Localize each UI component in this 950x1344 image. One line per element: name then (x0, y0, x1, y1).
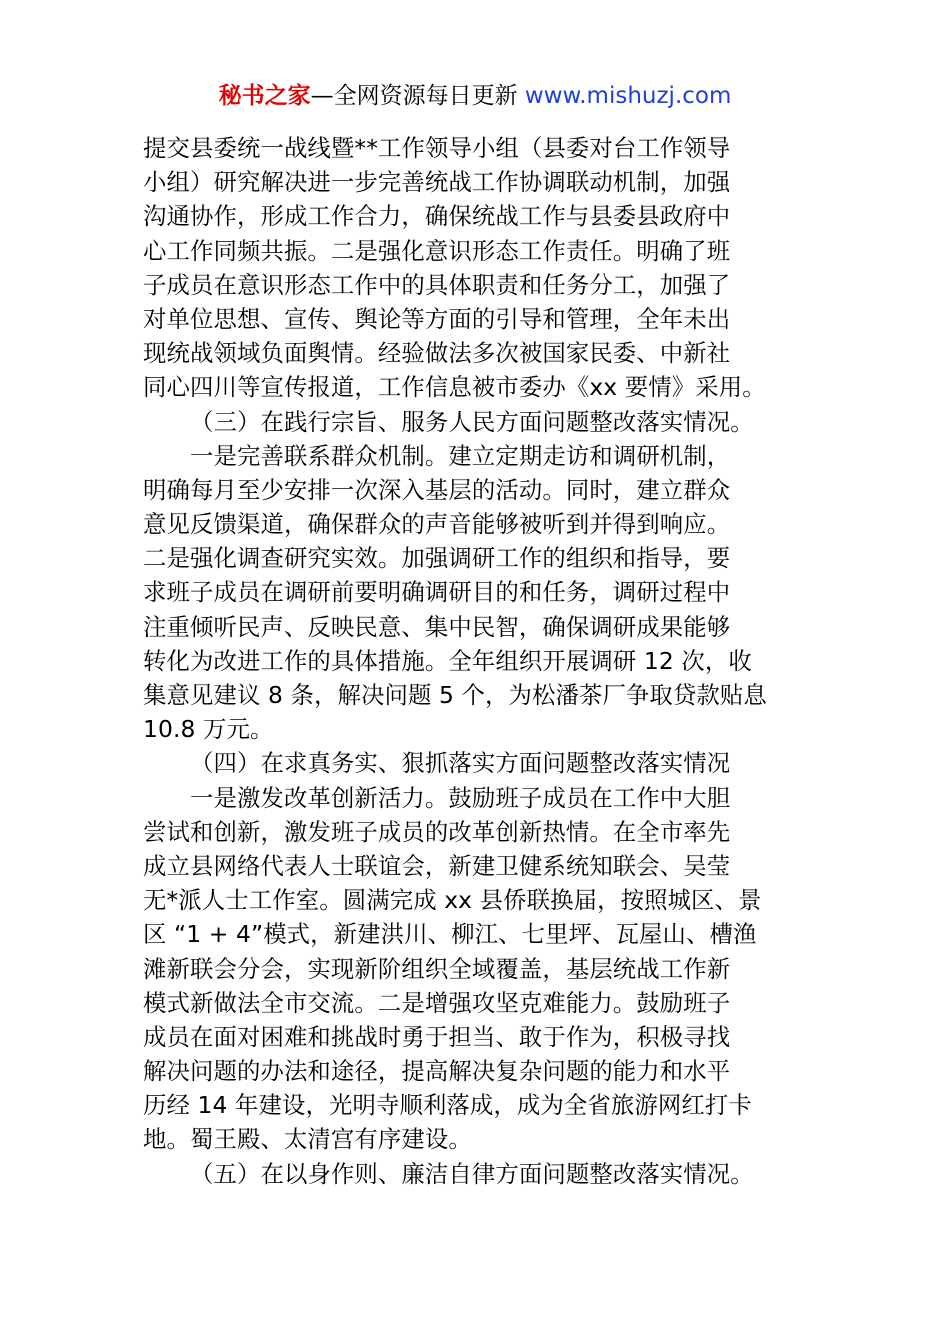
text-line: 滩新联会分会，实现新阶组织全域覆盖，基层统战工作新 (143, 954, 731, 983)
text-line: 现统战领域负面舆情。经验做法多次被国家民委、中新社 (143, 339, 731, 368)
text-line: 提交县委统一战线暨**工作领导小组（县委对台工作领导 (143, 134, 731, 162)
text-line: 求班子成员在调研前要明确调研目的和任务，调研过程中 (143, 578, 731, 607)
text-line: 对单位思想、宣传、舆论等方面的引导和管理，全年未出 (143, 304, 731, 333)
text-line: 二是强化调查研究实效。加强调研工作的组织和指导，要 (143, 544, 731, 573)
text-line: 同心四川等宣传报道，工作信息被市委办《xx 要情》采用。 (143, 373, 766, 402)
text-line: 历经 14 年建设，光明寺顺利落成，成为全省旅游网红打卡 (143, 1091, 752, 1120)
section-heading: （五）在以身作则、廉洁自律方面问题整改落实情况。 (190, 1159, 754, 1188)
text-line: 成立县网络代表人士联谊会，新建卫健系统知联会、吴莹 (143, 851, 731, 880)
text-line: 转化为改进工作的具体措施。全年组织开展调研 12 次，收 (143, 646, 752, 675)
text-line: 集意见建议 8 条，解决问题 5 个，为松潘茶厂争取贷款贴息 (143, 681, 767, 709)
header-tagline: —全网资源每日更新 (310, 83, 525, 109)
text-line: 无*派人士工作室。圆满完成 xx 县侨联换届，按照城区、景 (143, 886, 762, 915)
paragraph-start: 一是激发改革创新活力。鼓励班子成员在工作中大胆 (190, 783, 731, 812)
text-line: 沟通协作，形成工作合力，确保统战工作与县委县政府中 (143, 202, 731, 231)
section-heading: （四）在求真务实、狠抓落实方面问题整改落实情况 (190, 749, 731, 778)
text-line: 解决问题的办法和途径，提高解决复杂问题的能力和水平 (143, 1057, 731, 1086)
text-line: 心工作同频共振。二是强化意识形态工作责任。明确了班 (143, 236, 731, 265)
paragraph-start: 一是完善联系群众机制。建立定期走访和调研机制， (190, 441, 731, 470)
text-line: 小组）研究解决进一步完善统战工作协调联动机制，加强 (143, 168, 731, 197)
text-line: 子成员在意识形态工作中的具体职责和任务分工，加强了 (143, 270, 731, 299)
brand-name: 秘书之家 (218, 83, 311, 109)
section-heading: （三）在践行宗旨、服务人民方面问题整改落实情况。 (190, 407, 754, 436)
document-body (143, 131, 813, 1191)
text-line: 明确每月至少安排一次深入基层的活动。同时，建立群众 (143, 475, 731, 504)
text-line: 地。蜀王殿、太清宫有序建设。 (143, 1125, 472, 1154)
text-line: 区 “1 + 4”模式，新建洪川、柳江、七里坪、瓦屋山、槽渔 (143, 920, 757, 949)
text-line: 意见反馈渠道，确保群众的声音能够被听到并得到响应。 (143, 510, 731, 539)
site-header (0, 80, 950, 112)
text-line: 注重倾听民声、反映民意、集中民智，确保调研成果能够 (143, 612, 731, 641)
text-line: 尝试和创新，激发班子成员的改革创新热情。在全市率先 (143, 817, 731, 846)
text-line: 10.8 万元。 (143, 715, 274, 744)
text-line: 模式新做法全市交流。二是增强攻坚克难能力。鼓励班子 (143, 988, 731, 1017)
text-line: 成员在面对困难和挑战时勇于担当、敢于作为，积极寻找 (143, 1022, 731, 1051)
site-url[interactable]: www.mishuzj.com (524, 83, 732, 109)
